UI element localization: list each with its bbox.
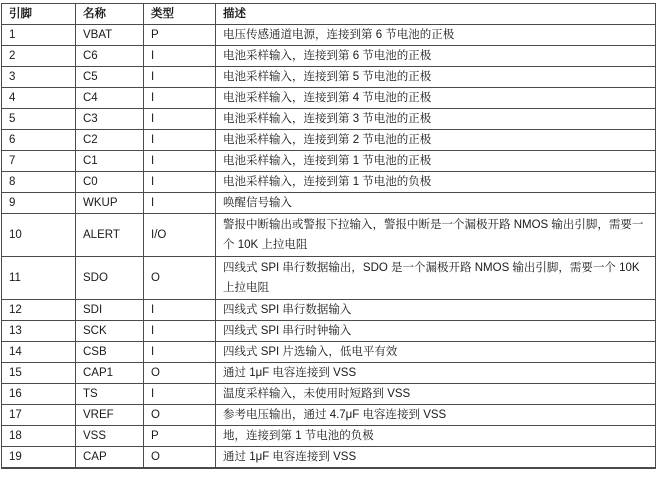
desc-cell: 四线式 SPI 串行数据输入 [216,300,656,321]
name-cell: C6 [76,46,144,67]
table-row [2,67,656,88]
pin-cell: 4 [2,88,76,109]
desc-cell: 温度采样输入，未使用时短路到 VSS [216,384,656,405]
type-cell: I [144,109,216,130]
table-row [2,25,656,46]
name-cell: VSS [76,426,144,447]
header-pin: 引脚 [2,4,76,25]
table-row [2,193,656,214]
type-cell: O [144,257,216,300]
pin-cell: 5 [2,109,76,130]
name-cell: TS [76,384,144,405]
pin-cell: 2 [2,46,76,67]
pin-description-table [1,3,656,469]
name-cell: WKUP [76,193,144,214]
pin-cell: 6 [2,130,76,151]
table-row [2,172,656,193]
table-row [2,447,656,469]
table-row [2,109,656,130]
name-cell: SCK [76,321,144,342]
name-cell: ALERT [76,214,144,257]
desc-cell: 电池采样输入，连接到第 6 节电池的正极 [216,46,656,67]
table-row [2,363,656,384]
type-cell: I [144,384,216,405]
pin-cell: 1 [2,25,76,46]
desc-cell: 通过 1μF 电容连接到 VSS [216,363,656,384]
desc-cell: 四线式 SPI 片选输入，低电平有效 [216,342,656,363]
desc-cell: 四线式 SPI 串行数据输出，SDO 是一个漏极开路 NMOS 输出引脚，需要一个 10K 上拉电阻 [216,257,656,300]
name-cell: SDO [76,257,144,300]
pin-cell: 18 [2,426,76,447]
pin-cell: 12 [2,300,76,321]
name-cell: VBAT [76,25,144,46]
pin-cell: 8 [2,172,76,193]
type-cell: O [144,363,216,384]
desc-cell: 电池采样输入，连接到第 3 节电池的正极 [216,109,656,130]
type-cell: I [144,130,216,151]
desc-cell: 地，连接到第 1 节电池的负极 [216,426,656,447]
type-cell: I [144,88,216,109]
table-row [2,130,656,151]
table-row [2,88,656,109]
name-cell: CAP1 [76,363,144,384]
table-row [2,426,656,447]
pin-cell: 7 [2,151,76,172]
pin-cell: 16 [2,384,76,405]
desc-cell: 电压传感通道电源，连接到第 6 节电池的正极 [216,25,656,46]
type-cell: P [144,426,216,447]
name-cell: CAP [76,447,144,469]
header-name: 名称 [76,4,144,25]
table-row [2,405,656,426]
desc-cell: 电池采样输入，连接到第 1 节电池的正极 [216,151,656,172]
table-row [2,46,656,67]
table-row [2,257,656,300]
pin-cell: 3 [2,67,76,88]
type-cell: I [144,172,216,193]
name-cell: SDI [76,300,144,321]
desc-cell: 唤醒信号输入 [216,193,656,214]
type-cell: O [144,405,216,426]
type-cell: I [144,67,216,88]
desc-cell: 通过 1μF 电容连接到 VSS [216,447,656,469]
pin-cell: 11 [2,257,76,300]
type-cell: O [144,447,216,469]
pin-cell: 19 [2,447,76,469]
desc-cell: 参考电压输出，通过 4.7μF 电容连接到 VSS [216,405,656,426]
type-cell: I [144,342,216,363]
desc-cell: 电池采样输入，连接到第 1 节电池的负极 [216,172,656,193]
pin-cell: 13 [2,321,76,342]
header-desc: 描述 [216,4,656,25]
table-header-row [2,4,656,25]
pin-cell: 9 [2,193,76,214]
desc-cell: 电池采样输入，连接到第 5 节电池的正极 [216,67,656,88]
type-cell: I [144,151,216,172]
type-cell: I [144,321,216,342]
desc-cell: 电池采样输入，连接到第 4 节电池的正极 [216,88,656,109]
table-row [2,321,656,342]
table-row [2,384,656,405]
type-cell: I [144,46,216,67]
type-cell: I/O [144,214,216,257]
name-cell: C1 [76,151,144,172]
name-cell: C2 [76,130,144,151]
name-cell: C3 [76,109,144,130]
table-row [2,214,656,257]
pin-cell: 17 [2,405,76,426]
pin-cell: 14 [2,342,76,363]
table-row [2,342,656,363]
table-row [2,300,656,321]
desc-cell: 警报中断输出或警报下拉输入，警报中断是一个漏极开路 NMOS 输出引脚，需要一个 10K 上拉电阻 [216,214,656,257]
pin-cell: 10 [2,214,76,257]
type-cell: P [144,25,216,46]
desc-cell: 四线式 SPI 串行时钟输入 [216,321,656,342]
pin-cell: 15 [2,363,76,384]
name-cell: C5 [76,67,144,88]
name-cell: CSB [76,342,144,363]
type-cell: I [144,193,216,214]
desc-cell: 电池采样输入，连接到第 2 节电池的正极 [216,130,656,151]
name-cell: C4 [76,88,144,109]
name-cell: C0 [76,172,144,193]
table-row [2,151,656,172]
name-cell: VREF [76,405,144,426]
header-type: 类型 [144,4,216,25]
type-cell: I [144,300,216,321]
